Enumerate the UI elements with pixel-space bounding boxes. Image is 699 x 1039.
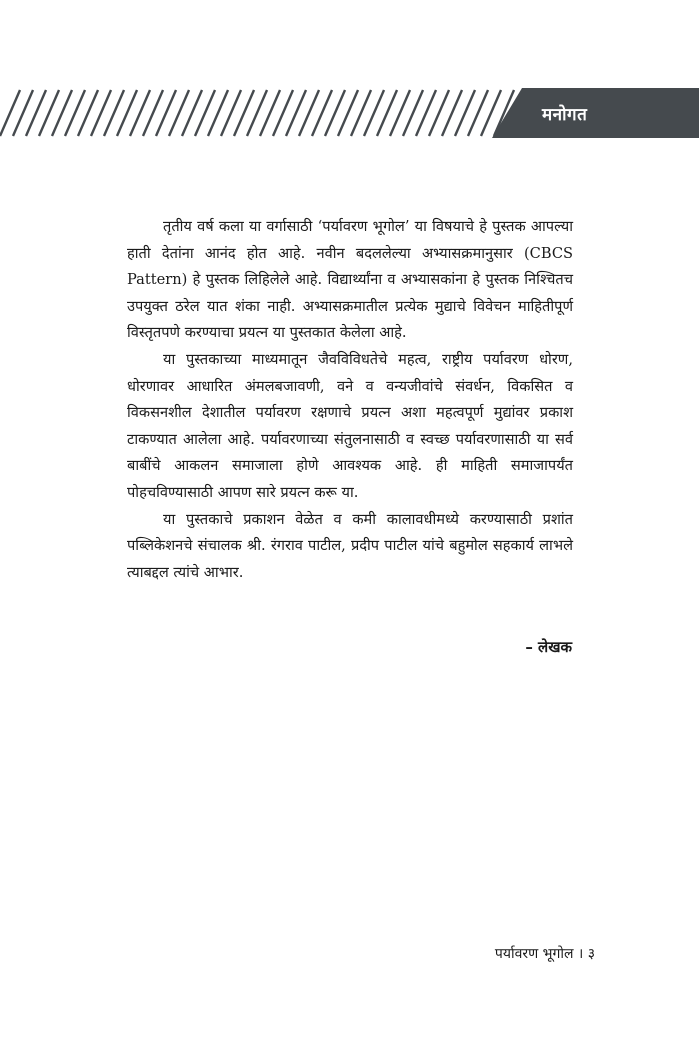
author-signature: – लेखक [525,638,572,656]
page-footer: पर्यावरण भूगोल । ३ [494,946,595,962]
paragraph-2: या पुस्तकाच्या माध्यमातून जैवविविधतेचे महत्व, राष्ट्रीय पर्यावरण धोरण, धोरणावर आधारित अंमलबजावणी, वने व वन्यजीवांचे संवर्धन, विकसित व विकसनशील देशातील पर्यावरण रक्षणाचे प्रयत्न अशा महत्वपूर्ण मुद्यांवर प्रकाश टाकण्यात आलेला आहे. पर्यावरणाच्या संतुलनासाठी व स्वच्छ पर्यावरणासाठी या सर्व बाबींचे आकलन समाजाला होणे आवश्यक आहे. ही माहिती समाजापर्यंत पोहचविण्यासाठी आपण सारे प्रयत्न करू या. [127,350,573,501]
paragraph-3: या पुस्तकाचे प्रकाशन वेळेत व कमी कालावधीमध्ये करण्यासाठी प्रशांत पब्लिकेशनचे संचालक श्री. रंगराव पाटील, प्रदीप पाटील यांचे बहुमोल सहकार्य लाभले त्याबद्दल त्यांचे आभार. [127,510,573,581]
preface-body [127,214,573,586]
paragraph-1: तृतीय वर्ष कला या वर्गासाठी ‘पर्यावरण भूगोल’ या विषयाचे हे पुस्तक आपल्या हाती देतांना आनंद होत आहे. नवीन बदललेल्या अभ्यासक्रमानुसार (CBCS Pattern) हे पुस्तक लिहिलेले आहे. विद्यार्थ्यांना व अभ्यासकांना हे पुस्तक निश्चितच उपयुक्त ठरेल यात शंका नाही. अभ्यासक्रमातील प्रत्येक मुद्याचे विवेचन माहितीपूर्ण विस्तृतपणे करण्याचा प्रयत्न या पुस्तकात केलेला आहे. [127,218,573,342]
section-title: मनोगत [542,104,588,125]
